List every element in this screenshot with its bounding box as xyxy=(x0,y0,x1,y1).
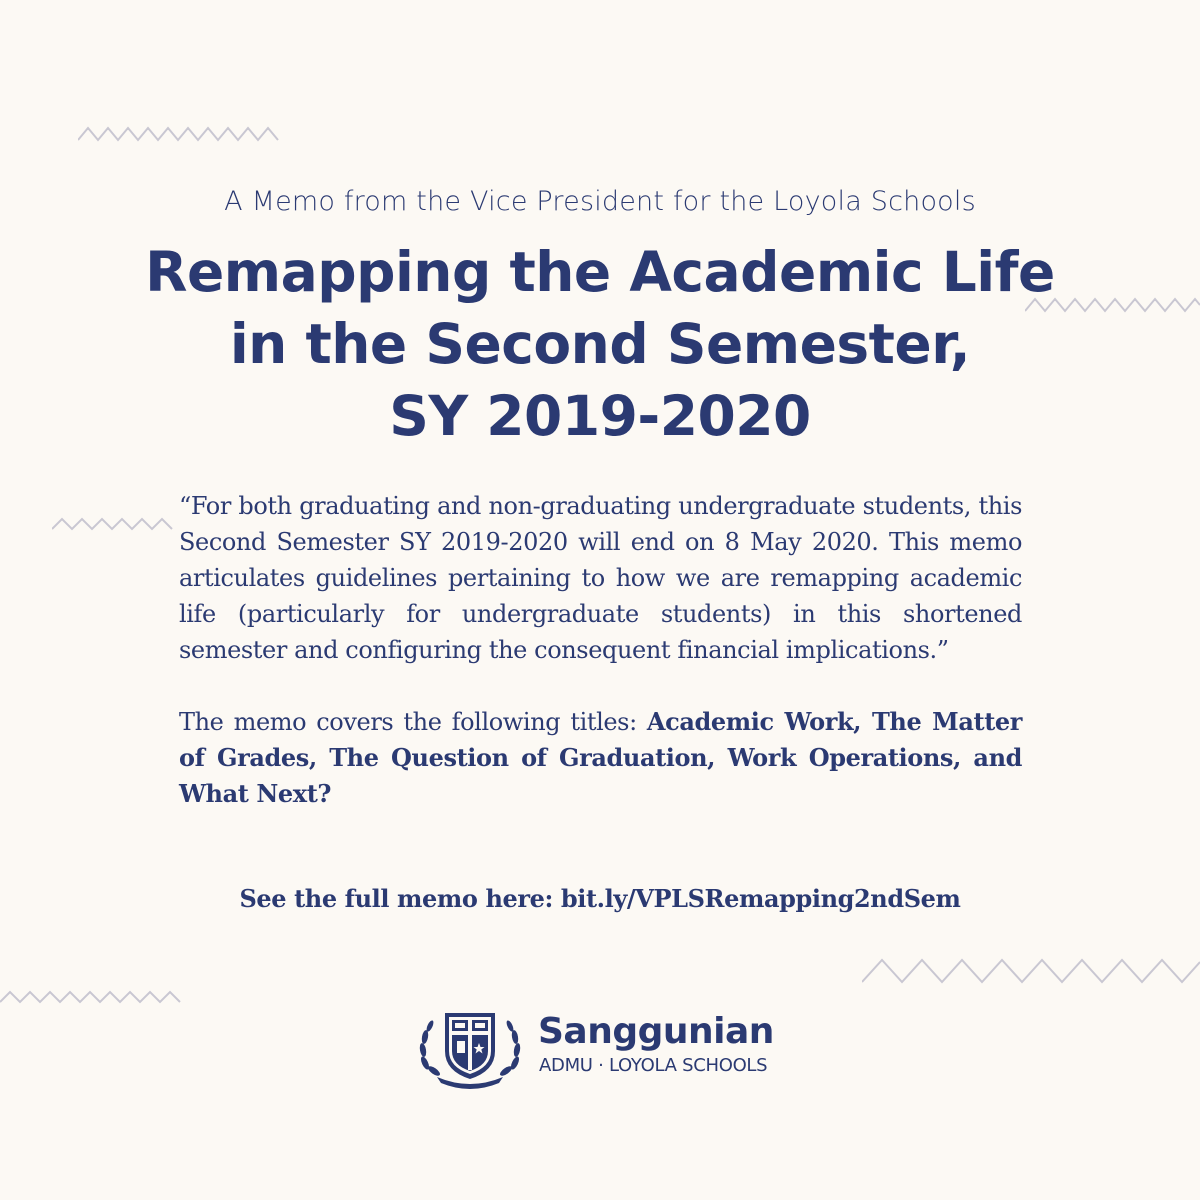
zigzag-bottom-left xyxy=(0,990,182,1004)
title-line-2: in the Second Semester, xyxy=(229,312,971,376)
sanggunian-logo xyxy=(415,1005,795,1095)
title-line-1: Remapping the Academic Life xyxy=(145,240,1055,304)
crest-with-laurels-icon xyxy=(415,1005,525,1090)
logo-name: Sanggunian xyxy=(538,1011,774,1052)
logo-subtitle: ADMU · LOYOLA SCHOOLS xyxy=(539,1055,768,1076)
full-memo-link[interactable]: See the full memo here: bit.ly/VPLSRemapping2ndSem xyxy=(239,884,961,913)
zigzag-left-middle xyxy=(52,517,176,531)
covers-intro: The memo covers the following titles: xyxy=(179,708,647,736)
covers-titles: Academic Work, The Matter of Grades, The Question of Graduation, Work Operations, and What Next? xyxy=(179,707,1022,808)
memo-quote: “For both graduating and non-graduating undergraduate students, this Second Semester SY 2019-2020 will end on 8 May 2020. This memo articulates guidelines pertaining to how we are remapping academic life (particularly for undergraduate students) in this shortened semester and configuring the consequent financial implications.” xyxy=(179,492,1022,664)
title-line-3: SY 2019-2020 xyxy=(389,384,811,448)
zigzag-top-left xyxy=(78,126,282,142)
memo-kicker: A Memo from the Vice President for the Loyola Schools xyxy=(224,186,976,217)
memo-covers xyxy=(179,704,1022,812)
zigzag-bottom-right xyxy=(862,958,1200,984)
page-title xyxy=(0,236,1200,452)
